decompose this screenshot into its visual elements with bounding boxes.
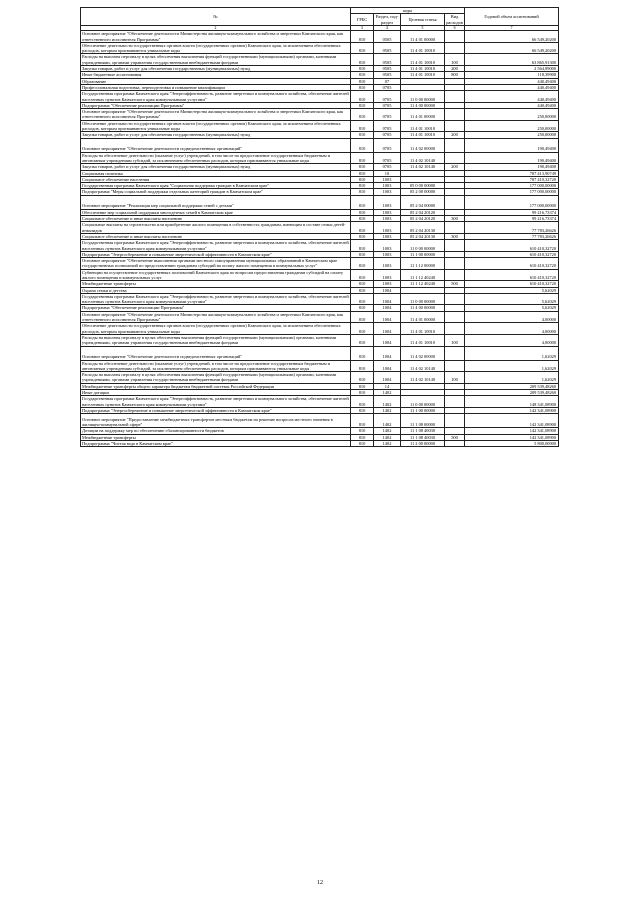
row-amount: 4,00000 — [465, 334, 559, 346]
row-grbs: 810 — [351, 383, 374, 389]
row-amount: 177 000,00000 — [465, 189, 559, 195]
row-section: 1003 — [374, 216, 401, 222]
row-section: 1003 — [374, 176, 401, 182]
row-amount: 63 865,91300 — [465, 54, 559, 66]
row-section: 0705 — [374, 152, 401, 164]
row-target: 11 1 08 40030 — [401, 428, 445, 434]
table-row — [81, 396, 559, 408]
row-amount: 1,62029 — [465, 372, 559, 384]
row-grbs: 810 — [351, 66, 374, 72]
row-vid: 200 — [445, 132, 465, 138]
row-amount: 66 549,20200 — [465, 42, 559, 54]
row-grbs: 810 — [351, 281, 374, 287]
row-amount: 787 413,90749 — [465, 170, 559, 176]
row-amount: 209 539,48260 — [465, 390, 559, 396]
row-name: Основное мероприятие "Обеспечение деятельности Министерства жилищно-коммунального хозяйства и энергетики Камчатского края, как ответственного исполнителя Программы" — [81, 311, 351, 323]
row-target: 11 0 00 00000 — [401, 91, 445, 103]
row-name: Обеспечение деятельности государственных органов власти (государственных органов) Камчатского края, за исключением обеспеченных расходов, которым присваиваются уникальные коды — [81, 323, 351, 335]
row-target: 05 2 04 20120 — [401, 216, 445, 222]
row-amount: 5,62029 — [465, 305, 559, 311]
table-row — [81, 414, 559, 428]
row-amount: 142 341,08900 — [465, 414, 559, 428]
row-grbs: 810 — [351, 334, 374, 346]
row-target: 11 0 00 00000 — [401, 396, 445, 408]
row-name: Основное мероприятие "Реализация мер социальной поддержки семей с детьми" — [81, 195, 351, 209]
row-section: 1004 — [374, 287, 401, 293]
row-amount: 250,00000 — [465, 120, 559, 132]
row-target: 05 2 00 00000 — [401, 189, 445, 195]
row-section: 1402 — [374, 434, 401, 440]
row-amount: 4,00000 — [465, 323, 559, 335]
row-target: 11 1 08 00000 — [401, 414, 445, 428]
row-amount: 177 000,00000 — [465, 183, 559, 189]
row-name: Дотации на поддержку мер по обеспечению сбалансированности бюджетов — [81, 428, 351, 434]
row-section: 1003 — [374, 183, 401, 189]
row-grbs: 810 — [351, 42, 374, 54]
row-amount: 66 549,20200 — [465, 31, 559, 43]
row-section: 1004 — [374, 305, 401, 311]
row-amount: 787 410,32720 — [465, 176, 559, 182]
row-name: Основное мероприятие "Обеспечение деятельности подведомственных организаций" — [81, 138, 351, 152]
row-name: Социальная политика — [81, 170, 351, 176]
row-target: 11 0 00 00000 — [401, 293, 445, 305]
row-name: Государственная программа Камчатского края "Социальная поддержка граждан в Камчатском крае" — [81, 183, 351, 189]
row-name: Подпрограмма "Меры социальной поддержки отдельных категорий граждан в Камчатском крае" — [81, 189, 351, 195]
row-target: 11 4 01 00000 — [401, 31, 445, 43]
row-name: Расходы на обеспечение деятельности (оказание услуг) учреждений, в том числе на предоставление государственным бюджетным и автономным учреждениям субсидий, за исключением обеспеченных расходов, которым присваиваются уникальные коды — [81, 152, 351, 164]
table-row — [81, 152, 559, 164]
table-row — [81, 372, 559, 384]
row-section: 1003 — [374, 222, 401, 234]
row-name: Обеспечение мер социальной поддержки многодетных семей в Камчатском крае — [81, 209, 351, 215]
row-target: 11 4 01 10010 — [401, 120, 445, 132]
row-grbs: 810 — [351, 305, 374, 311]
row-target: 11 1 00 00000 — [401, 251, 445, 257]
row-vid — [445, 31, 465, 43]
row-grbs: 810 — [351, 72, 374, 78]
row-grbs: 810 — [351, 91, 374, 103]
row-section: 1003 — [374, 240, 401, 252]
row-section: 1003 — [374, 189, 401, 195]
row-amount: 118,39900 — [465, 72, 559, 78]
table-row — [81, 360, 559, 372]
row-amount: 610 410,32720 — [465, 240, 559, 252]
table-row — [81, 334, 559, 346]
row-target: 11 4 01 10010 — [401, 42, 445, 54]
row-grbs: 810 — [351, 109, 374, 121]
row-target: 11 4 00 00000 — [401, 305, 445, 311]
table-row — [81, 31, 559, 43]
row-name: Образование — [81, 78, 351, 84]
row-grbs: 810 — [351, 346, 374, 360]
row-vid: 200 — [445, 66, 465, 72]
row-name: Основное мероприятие "Обеспечение деятельности подведомственных организаций" — [81, 346, 351, 360]
row-vid — [445, 240, 465, 252]
row-section: 0705 — [374, 132, 401, 138]
row-name: Обеспечение деятельности государственных органов власти (государственных органов) Камчатского края, за исключением обеспеченных расходов, которым присваиваются уникальные коды — [81, 42, 351, 54]
row-grbs: 810 — [351, 440, 374, 446]
row-target: 11 4 02 10140 — [401, 360, 445, 372]
table-row — [81, 440, 559, 446]
row-name: Расходы на выплаты персоналу в целях обеспечения выполнения функций государственными (муниципальными) органами, казенными учреждениями, органами управления государственными внебюджетными фондами — [81, 372, 351, 384]
row-target: 05 2 04 20120 — [401, 209, 445, 215]
row-amount: 142 341,08900 — [465, 407, 559, 413]
row-vid — [445, 323, 465, 335]
row-grbs: 810 — [351, 269, 374, 281]
row-amount: 2 564,89000 — [465, 66, 559, 72]
row-amount: 77 783,26626 — [465, 222, 559, 234]
row-grbs: 810 — [351, 31, 374, 43]
row-section: 1004 — [374, 293, 401, 305]
row-amount: 5 800,00000 — [465, 440, 559, 446]
table-row — [81, 258, 559, 270]
row-target: 11 4 01 10010 — [401, 323, 445, 335]
row-grbs: 810 — [351, 84, 374, 90]
row-name: Государственная программа Камчатского края "Энергоэффективность, развитие энергетики и коммунального хозяйства, обеспечение жителей населенных пунктов Камчатского края коммунальными услугами" — [82, 293, 349, 305]
table-row — [81, 138, 559, 152]
row-vid — [445, 293, 465, 305]
header-section: Раздел, под-раздел — [374, 14, 401, 26]
row-vid — [445, 222, 465, 234]
row-grbs: 810 — [351, 360, 374, 372]
row-vid — [445, 195, 465, 209]
row-amount: 440,49400 — [465, 91, 559, 103]
row-name: Расходы на обеспечение деятельности (оказание услуг) учреждений, в том числе на предоставление государственным бюджетным и автономным учреждениям субсидий, за исключением обеспеченных расходов, которым присваиваются уникальные коды — [81, 360, 351, 372]
row-name: Подпрограмма "Энергосбережение и повышение энергетической эффективности в Камчатском крае" — [81, 251, 351, 257]
row-amount: 610 410,32720 — [465, 269, 559, 281]
row-name: Профессиональная подготовка, переподготовка и повышение квалификации — [81, 84, 351, 90]
row-amount: 99 216,73374 — [465, 209, 559, 215]
row-target: 11 1 08 40030 — [401, 434, 445, 440]
table-row — [81, 54, 559, 66]
row-vid: 500 — [445, 434, 465, 440]
table-row — [81, 311, 559, 323]
row-target: 11 4 00 00000 — [401, 102, 445, 108]
row-target: 11 2 00 00000 — [401, 440, 445, 446]
row-target: 11 4 01 00000 — [401, 311, 445, 323]
row-section: 0705 — [374, 91, 401, 103]
row-amount: 610 410,32720 — [465, 258, 559, 270]
row-name: Социальные выплаты на строительство или приобретение жилого помещения в собственность гражданам, имеющим в составе семьи детей-инвалидов — [81, 222, 351, 234]
row-grbs: 810 — [351, 102, 374, 108]
row-vid — [445, 311, 465, 323]
row-name: Закупка товаров, работ и услуг для обеспечения государственных (муниципальных) нужд — [81, 66, 351, 72]
table-row — [81, 222, 559, 234]
row-amount: 5,62029 — [465, 293, 559, 305]
row-section: 0705 — [374, 102, 401, 108]
row-vid — [445, 269, 465, 281]
row-section: 1004 — [374, 346, 401, 360]
row-section: 1003 — [374, 195, 401, 209]
row-grbs: 810 — [351, 240, 374, 252]
row-section: 1402 — [374, 390, 401, 396]
row-section: 1004 — [374, 334, 401, 346]
row-amount: 99 216,73374 — [465, 216, 559, 222]
row-section: 0505 — [374, 54, 401, 66]
row-grbs: 810 — [351, 258, 374, 270]
row-grbs: 810 — [351, 372, 374, 384]
row-grbs: 810 — [351, 407, 374, 413]
row-target: 11 1 12 40240 — [401, 269, 445, 281]
row-section: 1004 — [374, 360, 401, 372]
row-section: 1402 — [374, 414, 401, 428]
row-amount: 209 539,48260 — [465, 383, 559, 389]
row-vid: 200 — [445, 164, 465, 170]
row-grbs: 810 — [351, 120, 374, 132]
table-row — [81, 323, 559, 335]
row-vid — [445, 120, 465, 132]
row-vid: 300 — [445, 233, 465, 239]
row-grbs: 810 — [351, 152, 374, 164]
table-row — [81, 346, 559, 360]
row-amount: 77 783,26626 — [465, 233, 559, 239]
row-grbs: 810 — [351, 176, 374, 182]
row-target: 11 1 12 00000 — [401, 258, 445, 270]
row-grbs: 810 — [351, 209, 374, 215]
row-section: 0705 — [374, 109, 401, 121]
row-amount: 440,49400 — [465, 78, 559, 84]
row-target: 11 4 01 10010 — [401, 66, 445, 72]
row-name: Субвенции на осуществление государственных полномочий Камчатского края по вопросам предоставления гражданам субсидий на оплату жилого помещения и коммунальных услуг — [81, 269, 351, 281]
row-grbs: 810 — [351, 170, 374, 176]
row-grbs: 810 — [351, 164, 374, 170]
row-grbs: 810 — [351, 216, 374, 222]
colnum-5: 5 — [401, 25, 445, 30]
row-vid — [445, 42, 465, 54]
row-grbs: 810 — [351, 195, 374, 209]
row-target: 11 4 01 00000 — [401, 109, 445, 121]
row-amount: 190,49400 — [465, 138, 559, 152]
row-section: 07 — [374, 78, 401, 84]
row-vid — [445, 109, 465, 121]
row-section: 1402 — [374, 428, 401, 434]
row-name: Подпрограмма "Чистая вода в Камчатском крае" — [81, 440, 351, 446]
row-grbs: 810 — [351, 390, 374, 396]
row-grbs: 810 — [351, 293, 374, 305]
row-vid: 100 — [445, 334, 465, 346]
budget-table-page — [80, 7, 558, 447]
row-name: Подпрограмма "Энергосбережение и повышение энергетической эффективности в Камчатском крае" — [81, 407, 351, 413]
row-section: 0705 — [374, 84, 401, 90]
row-name: Государственная программа Камчатского края "Энергоэффективность, развитие энергетики и коммунального хозяйства, обеспечение жителей населенных пунктов Камчатского края коммунальными услугами" — [82, 396, 349, 407]
row-target: 11 4 02 00000 — [401, 138, 445, 152]
row-name: Основное мероприятие "Предоставление межбюджетных трансфертов местным бюджетам на решение вопросов местного значения в жилищно-коммунальной сфере" — [81, 414, 351, 428]
budget-table — [80, 7, 559, 447]
row-grbs: 810 — [351, 434, 374, 440]
row-target: 11 1 12 40240 — [401, 281, 445, 287]
row-name: Государственная программа Камчатского края "Энергоэффективность, развитие энергетики и коммунального хозяйства, обеспечение жителей населенных пунктов Камчатского края коммунальными услугами" — [82, 240, 349, 251]
row-target: 11 4 01 10010 — [401, 334, 445, 346]
table-body — [81, 31, 559, 447]
row-name: Межбюджетные трансферты — [81, 434, 351, 440]
colnum-3: 3 — [351, 25, 374, 30]
row-vid: 100 — [445, 54, 465, 66]
row-amount: 250,00000 — [465, 132, 559, 138]
row-grbs: 810 — [351, 54, 374, 66]
row-amount: 610 410,32720 — [465, 251, 559, 257]
row-vid: 500 — [445, 281, 465, 287]
row-grbs: 810 — [351, 414, 374, 428]
row-name: Обеспечение деятельности государственных органов власти (государственных органов) Камчатского края, за исключением обеспеченных расходов, которым присваиваются уникальные коды — [81, 120, 351, 132]
row-vid — [445, 414, 465, 428]
row-name: Основное мероприятие "Обеспечение деятельности Министерства жилищно-коммунального хозяйства и энергетики Камчатского края, как ответственного исполнителя Программы" — [81, 31, 351, 43]
row-name: Расходы на выплаты персоналу в целях обеспечения выполнения функций государственными (муниципальными) органами, казенными учреждениями, органами управления государственными внебюджетными фондами — [81, 54, 351, 66]
row-section: 1003 — [374, 251, 401, 257]
row-grbs: 810 — [351, 138, 374, 152]
row-target: 11 1 00 00000 — [401, 407, 445, 413]
row-grbs: 810 — [351, 78, 374, 84]
row-name: Закупка товаров, работ и услуг для обеспечения государственных (муниципальных) нужд — [81, 164, 351, 170]
row-vid — [445, 138, 465, 152]
row-section: 14 — [374, 383, 401, 389]
header-num: № — [81, 8, 351, 26]
row-amount: 440,49400 — [465, 84, 559, 90]
header-target: Целевая статья — [401, 14, 445, 26]
row-section: 1402 — [374, 440, 401, 446]
table-row — [81, 293, 559, 305]
row-section: 0505 — [374, 31, 401, 43]
header-vid: Вид расходов — [446, 14, 463, 25]
row-name: Социальное обеспечение и иные выплаты населению — [81, 216, 351, 222]
row-section: 1003 — [374, 209, 401, 215]
row-section: 1402 — [374, 407, 401, 413]
row-name: Межбюджетные трансферты — [81, 281, 351, 287]
row-vid — [445, 360, 465, 372]
row-name: Подпрограмма "Обеспечение реализации Программы" — [81, 305, 351, 311]
row-section: 0505 — [374, 66, 401, 72]
table-row — [81, 120, 559, 132]
row-target: 05 2 04 20130 — [401, 222, 445, 234]
row-grbs: 810 — [351, 428, 374, 434]
row-target: 11 4 02 10140 — [401, 372, 445, 384]
row-section: 0705 — [374, 138, 401, 152]
row-target: 11 4 02 00000 — [401, 346, 445, 360]
table-row — [81, 91, 559, 103]
row-target: 11 4 01 10010 — [401, 54, 445, 66]
row-section: 1004 — [374, 372, 401, 384]
row-section: 1003 — [374, 269, 401, 281]
row-vid — [445, 346, 465, 360]
colnum-1: 2 — [81, 25, 351, 30]
row-vid — [445, 440, 465, 446]
row-vid — [445, 91, 465, 103]
row-target: 05 0 00 00000 — [401, 183, 445, 189]
colnum-4: 4 — [374, 25, 401, 30]
row-amount: 1,62029 — [465, 346, 559, 360]
row-name: Основное мероприятие "Обеспечение деятельности Министерства жилищно-коммунального хозяйства и энергетики Камчатского края, как ответственного исполнителя Программы" — [81, 109, 351, 121]
row-amount: 1,62029 — [465, 360, 559, 372]
row-amount: 440,49400 — [465, 102, 559, 108]
row-vid — [445, 152, 465, 164]
row-amount: 142 341,08900 — [465, 434, 559, 440]
row-name: Основное мероприятие "Обеспечение выполнения органами местного самоуправления муниципальных образований в Камчатском крае государственных полномочий по предоставлению гражданам субсидий на оплату жилого помещения и коммунальных услуг" — [81, 258, 351, 270]
table-row — [81, 195, 559, 209]
row-amount: 610 410,32720 — [465, 281, 559, 287]
row-vid: 100 — [445, 372, 465, 384]
row-grbs: 810 — [351, 396, 374, 408]
row-name: Охрана семьи и детства — [81, 287, 351, 293]
row-name: Межбюджетные трансферты общего характера бюджетам бюджетной системы Российской Федерации — [81, 383, 351, 389]
row-target: 11 4 02 10140 — [401, 164, 445, 170]
row-vid: 800 — [445, 72, 465, 78]
table-row — [81, 109, 559, 121]
row-section: 1402 — [374, 396, 401, 408]
row-grbs: 810 — [351, 251, 374, 257]
row-section: 10 — [374, 170, 401, 176]
row-target: 11 4 01 10010 — [401, 132, 445, 138]
table-row — [81, 240, 559, 252]
row-section: 1003 — [374, 233, 401, 239]
row-amount: 142 341,08900 — [465, 428, 559, 434]
row-section: 1003 — [374, 258, 401, 270]
row-section: 1004 — [374, 311, 401, 323]
row-section: 0705 — [374, 164, 401, 170]
row-grbs: 810 — [351, 132, 374, 138]
header-grbs: ГРБС — [351, 14, 374, 26]
row-target: 11 0 00 00000 — [401, 240, 445, 252]
row-vid: 300 — [445, 216, 465, 222]
row-target: 11 4 02 10140 — [401, 152, 445, 164]
row-grbs: 810 — [351, 311, 374, 323]
row-amount: 148 341,08900 — [465, 396, 559, 408]
row-vid — [445, 258, 465, 270]
colnum-7: 7 — [465, 25, 559, 30]
row-name: Расходы на выплаты персоналу в целях обеспечения выполнения функций государственными (муниципальными) органами, казенными учреждениями, органами управления государственными внебюджетными фондами — [81, 334, 351, 346]
row-amount: 177 000,00000 — [465, 195, 559, 209]
row-section: 1003 — [374, 281, 401, 287]
row-name: Социальное обеспечение и иные выплаты населению — [81, 233, 351, 239]
row-amount: 250,00000 — [465, 109, 559, 121]
row-amount: 4,00000 — [465, 311, 559, 323]
colnum-6: 6 — [445, 25, 465, 30]
row-name: Государственная программа Камчатского края "Энергоэффективность, развитие энергетики и коммунального хозяйства, обеспечение жителей населенных пунктов Камчатского края коммунальными услугами" — [82, 91, 349, 102]
row-target: 11 4 01 10010 — [401, 72, 445, 78]
row-grbs: 810 — [351, 233, 374, 239]
row-name: Закупка товаров, работ и услуг для обеспечения государственных (муниципальных) нужд — [81, 132, 351, 138]
row-name: Иные бюджетные ассигнования — [81, 72, 351, 78]
row-amount: 5,62029 — [465, 287, 559, 293]
row-grbs: 810 — [351, 189, 374, 195]
row-vid — [445, 396, 465, 408]
row-name: Социальное обеспечение населения — [81, 176, 351, 182]
row-target: 05 2 04 00000 — [401, 195, 445, 209]
row-grbs: 810 — [351, 323, 374, 335]
row-amount: 190,49400 — [465, 152, 559, 164]
row-grbs: 810 — [351, 183, 374, 189]
row-grbs: 810 — [351, 287, 374, 293]
table-row — [81, 269, 559, 281]
row-name: Подпрограмма "Обеспечение реализации Программы" — [81, 102, 351, 108]
row-section: 1004 — [374, 323, 401, 335]
row-section: 0505 — [374, 72, 401, 78]
header-amount: Годовой объем ассигнований — [465, 8, 559, 26]
row-name: Иные дотации — [81, 390, 351, 396]
row-section: 0705 — [374, 120, 401, 132]
row-amount: 190,49400 — [465, 164, 559, 170]
table-row — [81, 42, 559, 54]
header-codes: коды — [351, 8, 465, 14]
row-target: 05 2 04 20130 — [401, 233, 445, 239]
row-grbs: 810 — [351, 222, 374, 234]
page-number: 12 — [317, 880, 323, 886]
row-section: 0505 — [374, 42, 401, 54]
